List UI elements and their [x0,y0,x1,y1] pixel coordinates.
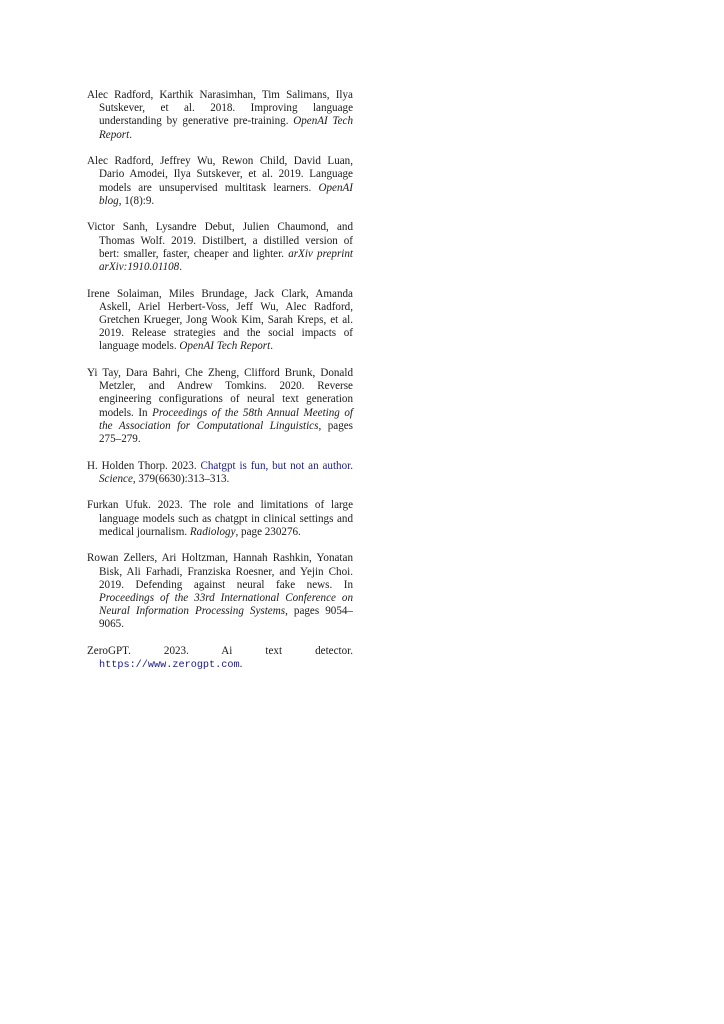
reference-venue: Science [99,472,133,485]
reference-url-link[interactable]: https://www.zerogpt.com [99,660,240,672]
reference-venue: Proceedings of the 33rd International Conference on Neural Information Processing Systems [99,592,353,618]
reference-radford-2019 [87,155,353,208]
reference-title-link[interactable]: Chatgpt is fun, but not an author [200,459,351,472]
reference-details: , 1(8):9. [118,194,155,207]
reference-authors-year: Alec Radford, Karthik Narasimhan, Tim Salimans, Ilya Sutskever, et al. 2018. [87,89,353,115]
reference-venue: Proceedings of the 58th Annual Meeting of the Association for Computational Linguistics [99,406,353,432]
reference-title: Release strategies and the social impacts of language models. [99,327,353,353]
reference-details: , pages 275–279. [99,419,353,446]
reference-zerogpt-2023 [87,645,353,672]
reference-list [87,89,353,686]
reference-authors-year: H. Holden Thorp. 2023. [87,459,197,472]
reference-venue: OpenAI blog [99,181,353,207]
reference-ufuk-2023 [87,499,353,539]
reference-details: . [179,261,182,274]
reference-details: . [239,658,243,671]
reference-venue: arXiv preprint arXiv:1910.01108 [99,247,353,274]
reference-title: Reverse engineering configurations of neural text generation models. In [99,380,353,419]
reference-title: Improving language understanding by generative pre-training. [99,102,353,128]
reference-authors-year: Furkan Ufuk. 2023. [87,499,183,512]
reference-sanh-2019 [87,221,353,274]
reference-authors-year: Yi Tay, Dara Bahri, Che Zheng, Clifford Brunk, Donald Metzler, and Andrew Tomkins. 2020. [87,367,353,393]
reference-venue: OpenAI Tech Report [179,340,271,353]
reference-authors-year: Rowan Zellers, Ari Holtzman, Hannah Rashkin, Yonatan Bisk, Ali Farhadi, Franziska Roesner, and Yejin Choi. 2019. [87,552,353,591]
reference-title: Language models are unsupervised multitask learners. [99,168,353,194]
reference-authors-year: ZeroGPT. 2023. [87,645,189,658]
reference-zellers-2019 [87,552,353,631]
reference-authors-year: Victor Sanh, Lysandre Debut, Julien Chaumond, and Thomas Wolf. 2019. [87,221,353,247]
reference-details: , pages 9054–9065. [99,605,353,631]
reference-details: , 379(6630):313–313. [132,472,230,485]
reference-details: . [129,128,132,141]
reference-title: Ai text detector. [188,645,353,658]
reference-details: , page 230276. [235,525,301,538]
reference-thorp-2023 [87,460,353,486]
reference-title-tail: . [350,459,353,472]
reference-title: Distilbert, a distilled version of bert: smaller, faster, cheaper and lighter. [99,234,353,260]
reference-venue: OpenAI Tech Report [99,115,353,141]
reference-solaiman-2019 [87,288,353,354]
reference-venue: Radiology [189,525,236,538]
reference-title: Defending against neural fake news. In [123,578,353,591]
reference-tay-2020 [87,367,353,446]
reference-radford-2018 [87,89,353,142]
reference-title: The role and limitations of large language models such as chatgpt in clinical settings and medical journalism. [99,499,354,538]
reference-authors-year: Irene Solaiman, Miles Brundage, Jack Clark, Amanda Askell, Ariel Herbert-Voss, Jeff Wu, Alec Radford, Gretchen Krueger, Jong Wook Kim, Sarah Kreps, et al. 2019. [87,287,353,340]
reference-authors-year: Alec Radford, Jeffrey Wu, Rewon Child, David Luan, Dario Amodei, Ilya Sutskever, et al. 2019. [87,155,353,181]
reference-details: . [270,340,273,353]
